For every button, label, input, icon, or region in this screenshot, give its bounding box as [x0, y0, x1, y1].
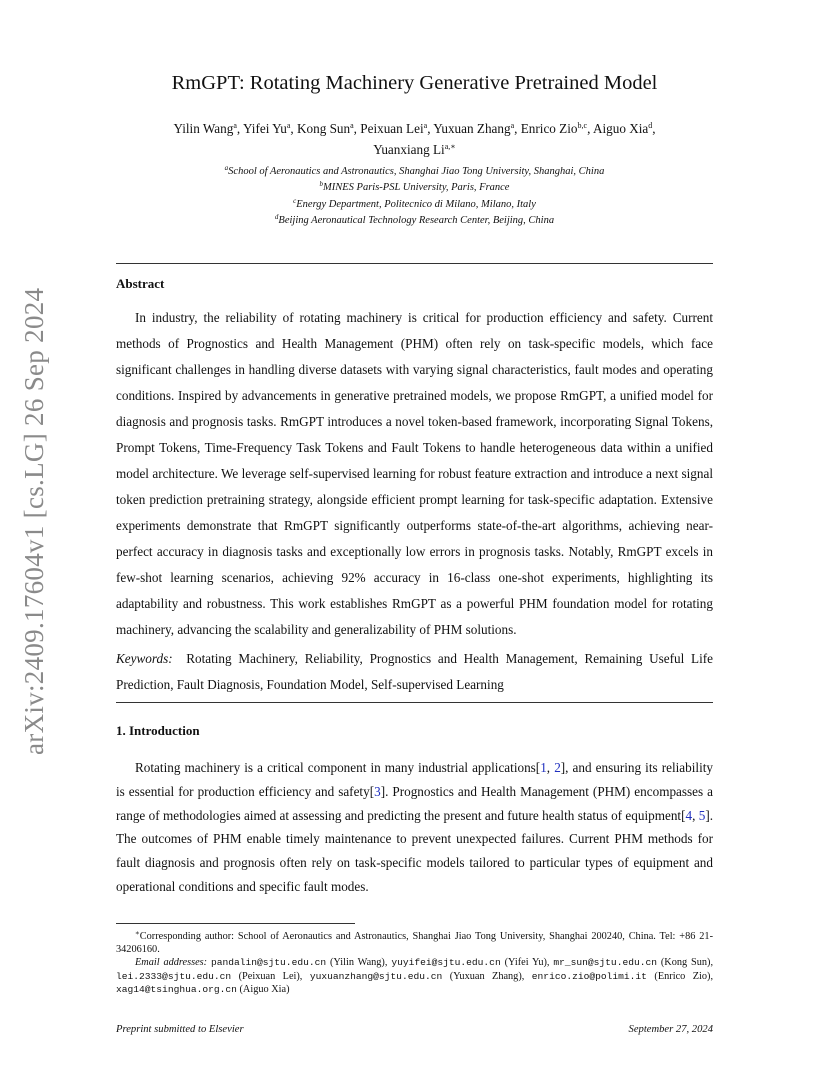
author: Peixuan Lei$^a$ — [360, 121, 428, 136]
author: Yuxuan Zhang$^a$ — [433, 121, 515, 136]
email-link[interactable]: xag14@tsinghua.org.cn — [116, 983, 237, 995]
abstract-body: In industry, the reliability of rotating machinery is critical for production efficiency and safety. Current methods of Prognostics and Health Management (PHM) often rely on task-specific models, which face significant challenges in handling diverse datasets with varying signal characteristics, fault modes and operating conditions. Inspired by advancements in generative pretrained models, we propose RmGPT, a unified model for diagnosis and prognosis tasks. RmGPT introduces a novel token-based framework, incorporating Signal Tokens, Prompt Tokens, Time-Frequency Task Tokens and Fault Tokens to handle heterogeneous data within a unified model architecture. We leverage self-supervised learning for robust feature extraction and introduce a next signal token prediction pretraining strategy, alongside efficient prompt learning for task-specific adaptation. Extensive experiments demonstrate that RmGPT significantly outperforms state-of-the-art algorithms, achieving near-perfect accuracy in diagnosis tasks and exceptionally low errors in prognosis tasks. Notably, RmGPT excels in few-shot learning scenarios, achieving 92% accuracy in 16-class one-shot experiments, highlighting its adaptability and robustness. This work establishes RmGPT as a powerful PHM foundation model for rotating machinery, advancing the scalability and generalizability of PHM solutions. — [116, 310, 713, 637]
paragraph-text: Rotating machinery is a critical component in many industrial applications[ — [135, 760, 541, 775]
paragraph-text: ]. The outcomes of PHM enable timely maintenance to prevent unexpected failures. Current PHM methods for fault diagnosis and prognosis often rely on task-specific models tailored to particular types of equipment and operational conditions and specific fault modes. — [116, 807, 714, 894]
author-list: Yilin Wang$^a$, Yifei Yu$^a$, Kong Sun$^a$, Peixuan Lei$^a$, Yuxuan Zhang$^a$, Enrico Zio$^{b,c}$, Aiguo Xia$^d$, Yuanxiang $Li^{a,∗}$ — [173, 121, 656, 157]
email-link[interactable]: yuxuanzhang@sjtu.edu.cn — [309, 970, 443, 982]
email-owner: (Aiguo Xia) — [239, 983, 290, 995]
affiliations — [116, 162, 713, 228]
footer-journal: Preprint submitted to Elsevier — [116, 1024, 244, 1035]
citation-link[interactable]: 2 — [554, 760, 561, 775]
email-link[interactable]: lei.2333@sjtu.edu.cn — [116, 970, 232, 982]
paragraph-text: , — [692, 807, 699, 823]
citation-link[interactable]: 5 — [698, 807, 706, 823]
email-link[interactable]: mr_sun@sjtu.edu.cn — [553, 957, 657, 969]
keywords — [116, 646, 713, 698]
footnote-rule — [116, 923, 355, 924]
email-owner: (Kong Sun), — [660, 957, 714, 969]
affiliation: $^d$Beijing Aeronautical Technology Research Center, Beijing, China — [274, 213, 555, 227]
divider — [116, 702, 713, 703]
author: Kong Sun$^a$ — [296, 121, 354, 136]
affiliation: $^b$MINES Paris-PSL University, Paris, France — [319, 180, 510, 194]
email-owner: (Yifei Yu), — [504, 957, 550, 969]
paper-title: RmGPT: Rotating Machinery Generative Pretrained Model — [171, 72, 658, 94]
paragraph-text: , — [546, 760, 555, 775]
author: Aiguo Xia$^d$ — [592, 121, 653, 136]
email-link[interactable]: enrico.zio@polimi.it — [531, 970, 647, 982]
email-owner: (Yilin Wang), — [329, 957, 388, 969]
email-owner: (Yuxuan Zhang), — [449, 970, 525, 982]
corresponding-author-note: ∗Corresponding author: School of Aeronautics and Astronautics, Shanghai Jiao Tong University, Shanghai 200240, China. Tel: +86 21-34206160. — [116, 929, 713, 956]
abstract-heading: Abstract — [116, 276, 165, 291]
divider — [116, 263, 713, 264]
affiliation: $^c$Energy Department, Politecnico di Milano, Milano, Italy — [293, 196, 536, 210]
email-link[interactable]: pandalin@sjtu.edu.cn — [210, 957, 327, 969]
paragraph-text: ], and ensuring its reliability is essential for production efficiency and safety[ — [116, 760, 714, 799]
introduction-paragraph — [116, 756, 713, 899]
keywords-label: Keywords: — [116, 651, 173, 666]
email-addresses: Email addresses: pandalin@sjtu.edu.cn (Yilin Wang), yuyifei@sjtu.edu.cn (Yifei Yu), mr_sun@sjtu.edu.cn (Kong Sun), lei.2333@sjtu.edu.cn (Peixuan Lei), yuxuanzhang@sjtu.edu.cn (Yuxuan Zhang), enrico.zio@polimi.it (Enrico Zio), xag14@tsinghua.org.cn (Aiguo Xia) — [116, 957, 714, 995]
author: Yilin Wang$^a$ — [173, 121, 237, 136]
arxiv-identifier: arXiv:2409.17604v1 [cs.LG] 26 Sep 2024 — [19, 287, 49, 755]
author: Enrico Zio$^{b,c}$ — [520, 121, 588, 136]
citation-link[interactable]: 1 — [540, 760, 547, 775]
section-heading: 1. Introduction — [116, 723, 200, 738]
keywords-list: Rotating Machinery, Reliability, Prognostics and Health Management, Remaining Useful Life Prediction, Fault Diagnosis, Foundation Model, Self-supervised Learning — [116, 651, 714, 692]
email-owner: (Peixuan Lei), — [238, 970, 303, 982]
citation-link[interactable]: 3 — [374, 783, 381, 799]
paragraph-text: ]. Prognostics and Health Management (PHM) encompasses a range of methodologies aimed at assessing and predicting the present and future health status of equipment[ — [116, 783, 713, 823]
email-owner: (Enrico Zio), — [654, 970, 714, 982]
footer-date: September 27, 2024 — [628, 1024, 713, 1035]
citation-link[interactable]: 4 — [685, 807, 693, 823]
footnotes — [116, 927, 713, 996]
affiliation: $^a$School of Aeronautics and Astronautics, Shanghai Jiao Tong University, Shanghai, China — [224, 164, 605, 177]
email-link[interactable]: yuyifei@sjtu.edu.cn — [391, 957, 501, 969]
author: Yifei Yu$^a$ — [242, 121, 291, 136]
author: Yuanxiang $Li^{a,∗}$ — [373, 142, 456, 157]
